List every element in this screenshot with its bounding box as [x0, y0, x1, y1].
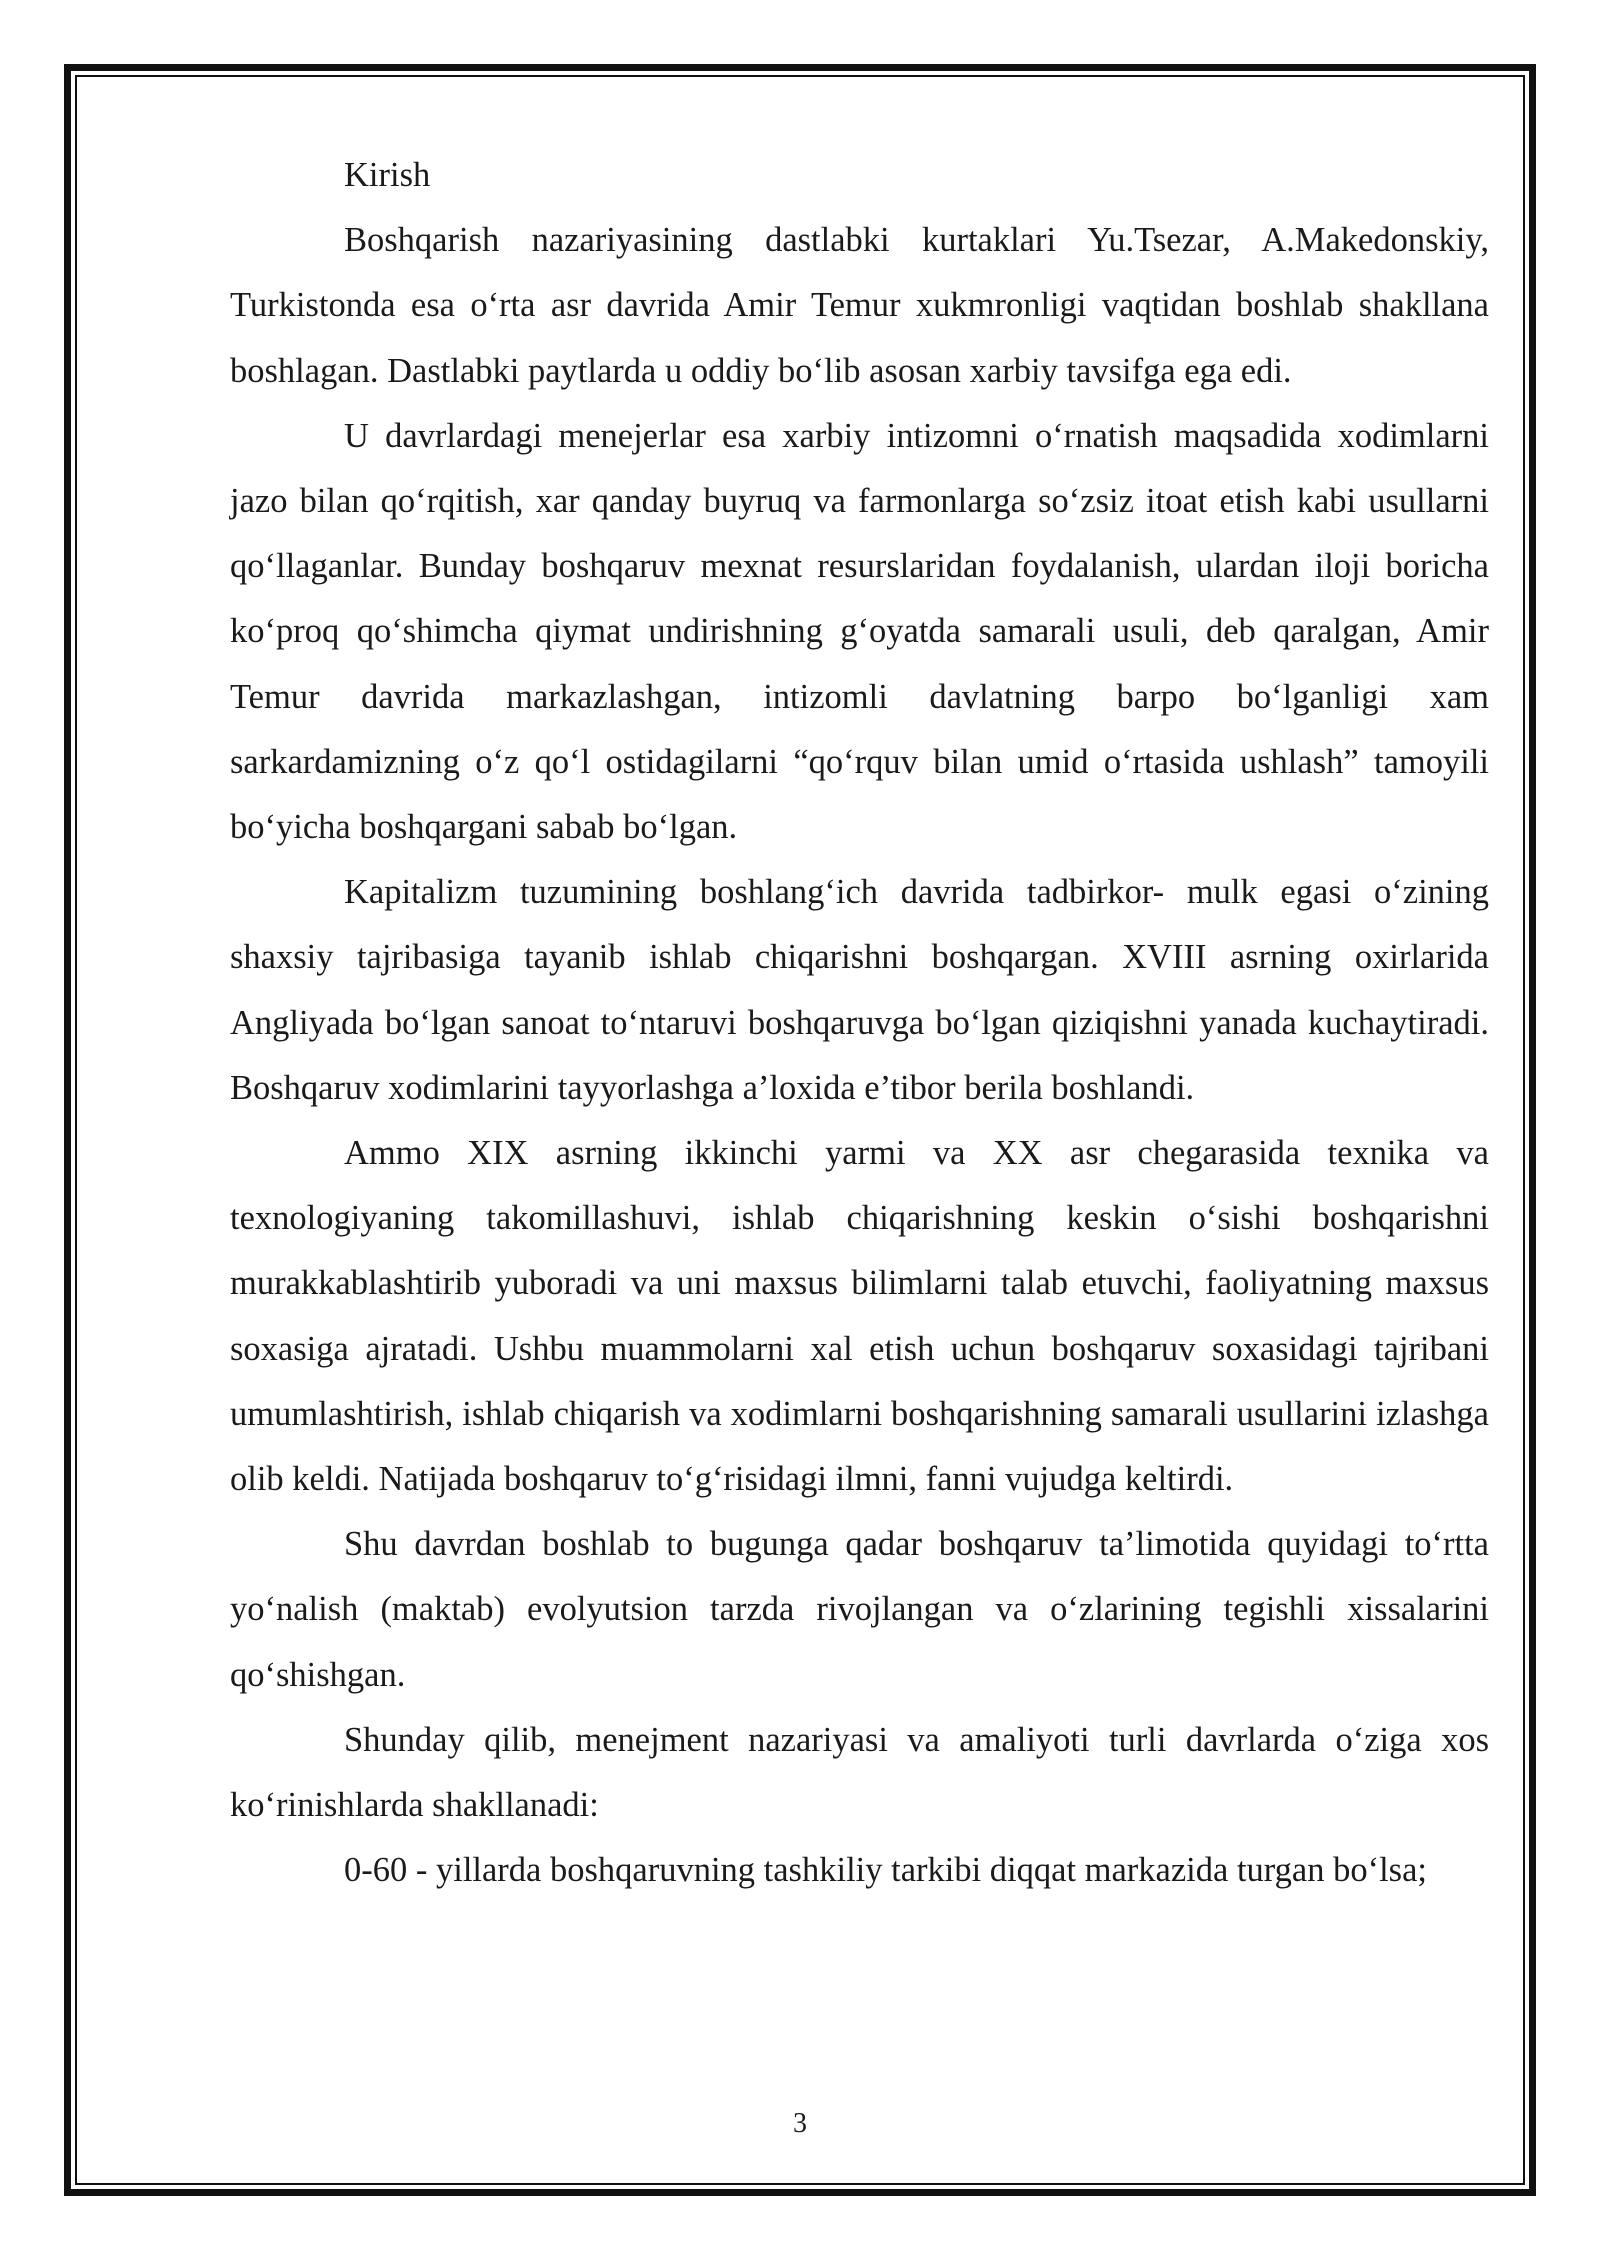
paragraph-4: Ammo XIX asrning ikkinchi yarmi va XX asr chegarasida texnika va texnologiyaning takomillashuvi, ishlab chiqarishning keskin o‘sishi boshqarishni murakkablashtirib yuboradi va uni maxsus bilimlarni talab etuvchi, faoliyatning maxsus soxasiga ajratadi. Ushbu muammolarni xal etish uchun boshqaruv soxasidagi tajribani umumlashtirish, ishlab chiqarish va xodimlarni boshqarishning samarali usullarini izlashga olib keldi. Natijada boshqaruv to‘g‘risidagi ilmni, fanni vujudga keltirdi. [230, 1134, 1489, 1499]
paragraph-7: 0-60 - yillarda boshqaruvning tashkiliy tarkibi diqqat markazida turgan bo‘lsa; [344, 1851, 1427, 1890]
paragraph-6: Shunday qilib, menejment nazariyasi va amaliyoti turli davrlarda o‘ziga xos ko‘rinishlarda shakllanadi: [230, 1720, 1489, 1825]
paragraph-3: Kapitalizm tuzumining boshlang‘ich davrida tadbirkor- mulk egasi o‘zining shaxsiy tajribasiga tayanib ishlab chiqarishni boshqargan. XVIII asrning oxirlarida Angliyada bo‘lgan sanoat to‘ntaruvi boshqaruvga bo‘lgan qiziqishni yanada kuchaytiradi. Boshqaruv xodimlarini tayyorlashga a’loxida e’tibor berila boshlandi. [230, 873, 1489, 1107]
paragraph-5: Shu davrdan boshlab to bugunga qadar boshqaruv ta’limotida quyidagi to‘rtta yo‘nalish (maktab) evolyutsion tarzda rivojlangan va o‘zlarining tegishli xissalarini qo‘shishgan. [230, 1525, 1489, 1694]
section-heading: Kirish [344, 156, 431, 194]
document-body [230, 143, 1489, 1903]
page-number: 3 [793, 2108, 807, 2139]
paragraph-1: Boshqarish nazariyasining dastlabki kurtaklari Yu.Tsezar, A.Makedonskiy, Turkistonda esa o‘rta asr davrida Amir Temur xukmronligi vaqtidan boshlab shakllana boshlagan. Dastlabki paytlarda u oddiy bo‘lib asosan xarbiy tavsifga ega edi. [230, 221, 1489, 390]
paragraph-2: U davrlardagi menejerlar esa xarbiy intizomni o‘rnatish maqsadida xodimlarni jazo bilan qo‘rqitish, xar qanday buyruq va farmonlarga so‘zsiz itoat etish kabi usullarni qo‘llaganlar. Bunday boshqaruv mexnat resurslaridan foydalanish, ulardan iloji boricha ko‘proq qo‘shimcha qiymat undirishning g‘oyatda samarali usuli, deb qaralgan, Amir Temur davrida markazlashgan, intizomli davlatning barpo bo‘lganligi xam sarkardamizning o‘z qo‘l ostidagilarni “qo‘rquv bilan umid o‘rtasida ushlash” tamoyili bo‘yicha boshqargani sabab bo‘lgan. [230, 416, 1489, 847]
